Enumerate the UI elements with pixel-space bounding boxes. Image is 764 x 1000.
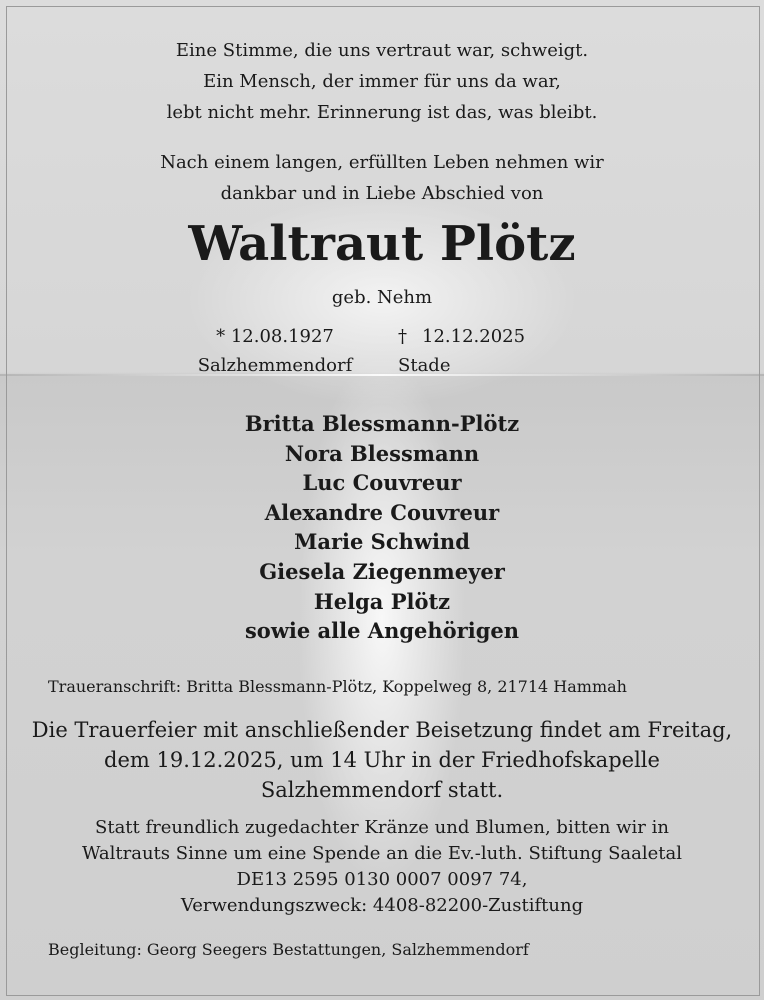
intro-text xyxy=(0,147,764,209)
mourner-name: Helga Plötz xyxy=(313,588,451,614)
mourners-list xyxy=(0,409,764,646)
poem xyxy=(0,35,764,128)
poem-line: lebt nicht mehr. Erinnerung ist das, was bleibt. xyxy=(166,102,598,123)
intro-line: dankbar und in Liebe Abschied von xyxy=(220,183,544,204)
mourner-name: Nora Blessmann xyxy=(284,440,480,466)
ceremony-line: Die Trauerfeier mit anschließender Beisetzung findet am Freitag, xyxy=(31,718,733,742)
funeral-company: Begleitung: Georg Seegers Bestattungen, Salzhemmendorf xyxy=(48,940,529,959)
death-date: 12.12.2025 xyxy=(422,326,526,347)
ceremony-line: Salzhemmendorf statt. xyxy=(260,778,504,802)
birth-info xyxy=(187,322,363,380)
donation-info xyxy=(0,815,764,919)
donation-line: Waltrauts Sinne um eine Spende an die Ev.-luth. Stiftung Saaletal xyxy=(81,843,683,864)
birth-name: geb. Nehm xyxy=(331,287,433,308)
mourning-address: Traueranschrift: Britta Blessmann-Plötz, Koppelweg 8, 21714 Hammah xyxy=(48,677,627,696)
donation-reference: Verwendungszweck: 4408-82200-Zustiftung xyxy=(180,895,584,916)
donation-iban: DE13 2595 0130 0007 0097 74, xyxy=(236,869,528,890)
ceremony-info xyxy=(0,715,764,805)
donation-line: Statt freundlich zugedachter Kränze und Blumen, bitten wir in xyxy=(95,817,669,838)
birth-place: Salzhemmendorf xyxy=(197,355,353,376)
mourner-name: Alexandre Couvreur xyxy=(264,499,500,525)
mourner-name: Giesela Ziegenmeyer xyxy=(259,558,505,584)
mourner-name: Luc Couvreur xyxy=(302,470,462,496)
death-place: Stade xyxy=(398,355,451,376)
mourner-name: Marie Schwind xyxy=(294,529,470,555)
poem-line: Eine Stimme, die uns vertraut war, schweigt. xyxy=(175,40,589,61)
death-info xyxy=(398,322,528,380)
cross-symbol: † xyxy=(398,326,407,347)
ceremony-line: dem 19.12.2025, um 14 Uhr in der Friedhofskapelle xyxy=(104,748,660,772)
sea-horizon xyxy=(0,374,764,376)
birth-date: * 12.08.1927 xyxy=(216,326,334,347)
mourner-name: sowie alle Angehörigen xyxy=(244,618,520,644)
deceased-name: Waltraut Plötz xyxy=(188,216,576,272)
mourner-name: Britta Blessmann-Plötz xyxy=(244,411,520,436)
intro-line: Nach einem langen, erfüllten Leben nehmen wir xyxy=(160,152,604,173)
poem-line: Ein Mensch, der immer für uns da war, xyxy=(203,71,561,92)
